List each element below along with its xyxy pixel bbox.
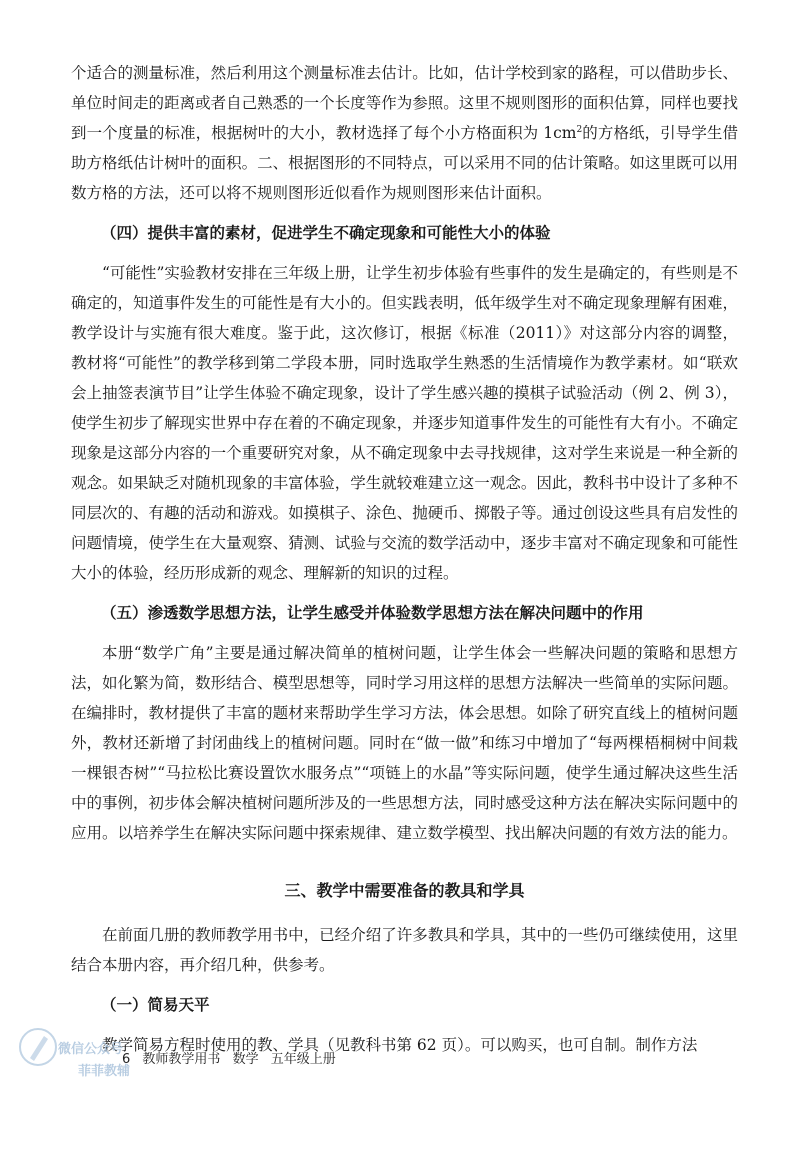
pen-icon — [18, 1022, 58, 1072]
watermark-line1: 微信公众号 — [58, 1042, 124, 1057]
subject-label: 数学 — [232, 1052, 259, 1067]
watermark-line2: 菲菲教辅 — [78, 1064, 131, 1079]
grade-label: 五年级上册 — [270, 1052, 336, 1067]
part4-heading: （四）提供丰富的素材，促进学生不确定现象和可能性大小的体验 — [101, 224, 551, 242]
intro-paragraph: 个适合的测量标准，然后利用这个测量标准去估计。比如，估计学校到家的路程，可以借助步长、单位时间走的距离或者自己熟悉的一个长度等作为参照。这里不规则图形的面积估算，同样也要找到一个度量的标准，根据树叶的大小，教材选择了每个小方格面积为 $1cm^2$的方格纸，引导学生借助方格纸估计树叶的面积。二、根据图形的不同特点，可以采用不同的估计策略。如这里既可以用数方格的方法，还可以将不规则图形近似看作为规则图形来估计面积。 — [71, 64, 738, 202]
section3-sub1-body: 教学简易方程时使用的教、学具（见教科书第 62 页）。可以购买，也可自制。制作方法 — [102, 1036, 698, 1054]
part5-body: 本册“数学广角”主要是通过解决简单的植树问题，让学生体会一些解决问题的策略和思想方法，如化繁为简，数形结合、模型思想等，同时学习用这样的思想方法解决一些简单的实际问题。在编排时，教材提供了丰富的题材来帮助学生学习方法，体会思想。如除了研究直线上的植树问题外，教材还新增了封闭曲线上的植树问题。同时在“做一做”和练习中增加了“每两棵梧桐树中间栽一棵银杏树”“马拉松比赛设置饮水服务点”“项链上的水晶”等实际问题，使学生通过解决这些生活中的事例，初步体会解决植树问题所涉及的一些思想方法，同时感受这种方法在解决实际问题中的应用。以培养学生在解决实际问题中探索规律、建立数学模型、找出解决问题的有效方法的能力。 — [71, 644, 738, 842]
page-footer — [122, 1051, 344, 1069]
section3-sub1-heading: （一）简易天平 — [101, 996, 210, 1014]
part5-heading: （五）渗透数学思想方法，让学生感受并体验数学思想方法在解决问题中的作用 — [101, 604, 644, 622]
book-title: 教师教学用书 — [142, 1052, 221, 1067]
part4-body: “可能性”实验教材安排在三年级上册，让学生初步体验有些事件的发生是确定的，有些则是不确定的，知道事件发生的可能性是有大小的。但实践表明，低年级学生对不确定现象理解有困难，教学设计与实施有很大难度。鉴于此，这次修订，根据《标准（2011）》对这部分内容的调整，教材将“可能性”的教学移到第二学段本册，同时选取学生熟悉的生活情境作为教学素材。如“联欢会上抽签表演节目”让学生体验不确定现象，设计了学生感兴趣的摸棋子试验活动（例 2、例 3），使学生初步了解现实世界中存在着的不确定现象，并逐步知道事件发生的可能性有大有小。不确定现象是这部分内容的一个重要研究对象，从不确定现象中去寻找规律，这对学生来说是一种全新的观念。如果缺乏对随机现象的丰富体验，学生就较难建立这一观念。因此，教科书中设计了多种不同层次的、有趣的活动和游戏。如摸棋子、涂色、抛硬币、掷骰子等。通过创设这些具有启发性的问题情境，使学生在大量观察、猜测、试验与交流的数学活动中，逐步丰富对不确定现象和可能性大小的体验，经历形成新的观念、理解新的知识的过程。 — [71, 264, 738, 582]
page-number: 6 — [122, 1052, 131, 1067]
section3-title: 三、教学中需要准备的教具和学具 — [284, 881, 525, 900]
page-content — [71, 58, 738, 1060]
section3-intro: 在前面几册的教师教学用书中，已经介绍了许多教具和学具，其中的一些仍可继续使用，这里结合本册内容，再介绍几种，供参考。 — [71, 926, 738, 974]
